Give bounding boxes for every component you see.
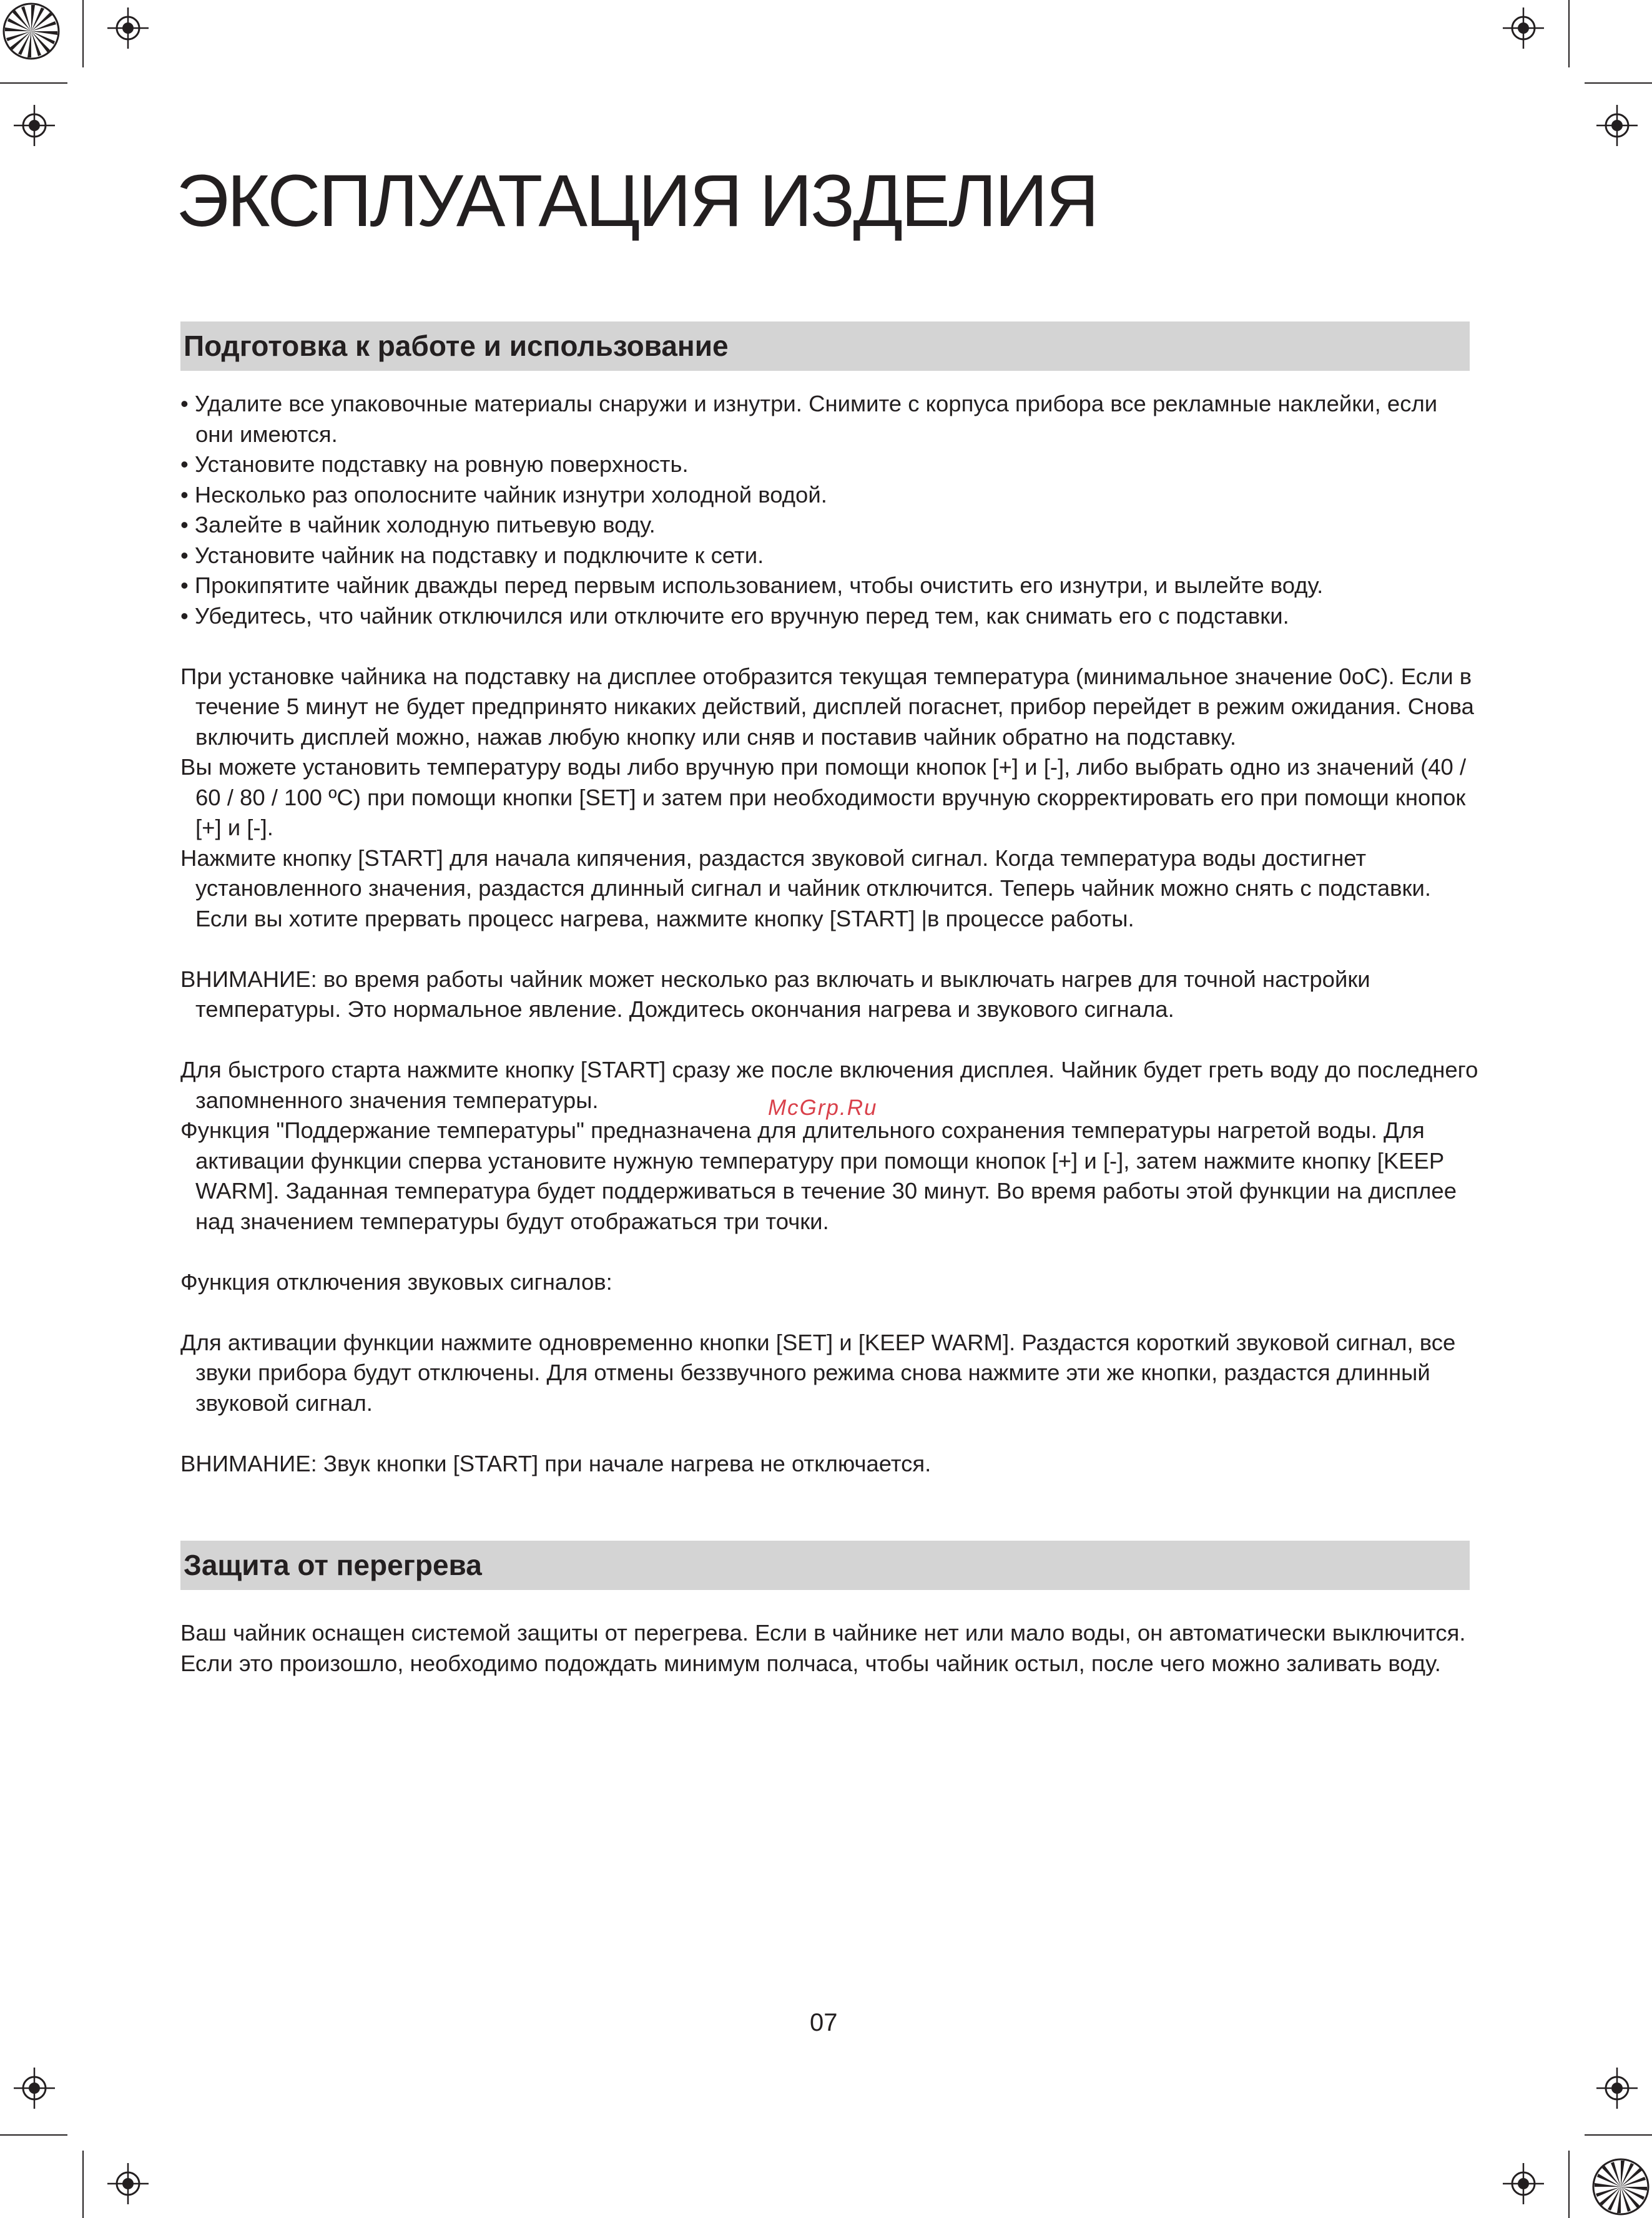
- registration-mark-icon: [1503, 7, 1544, 49]
- registration-mark-icon: [1596, 105, 1638, 146]
- paragraph: Для активации функции нажмите одновременно кнопки [SET] и [KEEP WARM]. Раздастся короткий звуковой сигнал, все звуки прибора будут отключены. Для отмены беззвучного режима снова нажмите эти же кнопки, раздастся длинный звуковой сигнал.: [180, 1329, 1456, 1416]
- starburst-mark-icon: [1590, 2156, 1652, 2218]
- registration-mark-icon: [1596, 2068, 1638, 2109]
- section-heading-bar: [180, 1541, 1470, 1590]
- trim-line: [82, 2151, 84, 2218]
- warning-paragraph: ВНИМАНИЕ: во время работы чайник может несколько раз включать и выключать нагрев для точной настройки температуры. Это нормальное явление. Дождитесь окончания нагрева и звукового сигнала.: [180, 966, 1370, 1022]
- section-heading-bar: [180, 321, 1470, 371]
- paragraph: При установке чайника на подставку на дисплее отобразится текущая температура (минимальное значение 0oC). Если в течение 5 минут не будет предпринято никаких действий, дисплей погаснет, прибор перейдет в режим ожидания. Снова включить дисплей можно, нажав любую кнопку или сняв и поставив чайник обратно на подставку.: [180, 663, 1474, 750]
- list-item: • Залейте в чайник холодную питьевую воду.: [180, 512, 656, 537]
- trim-line: [82, 0, 84, 67]
- paragraph: Функция "Поддержание температуры" предназначена для длительного сохранения температуры нагретой воды. Для активации функции сперва установите нужную температуру при помощи кнопок [+] и [-], затем нажмите кнопку [KEEP WARM]. Заданная температура будет поддерживаться в течение 30 минут. Во время работы этой функции на дисплее над значением температуры будут отображаться три точки.: [180, 1117, 1457, 1234]
- page-number: 07: [810, 2009, 838, 2036]
- list-item: • Удалите все упаковочные материалы снаружи и изнутри. Снимите с корпуса прибора все рекламные наклейки, если они имеются.: [180, 391, 1438, 447]
- list-item: • Установите чайник на подставку и подключите к сети.: [180, 542, 764, 568]
- trim-line: [0, 82, 67, 84]
- paragraph: Для быстрого старта нажмите кнопку [START] сразу же после включения дисплея. Чайник будет греть воду до последнего запомненного значения температуры.: [180, 1057, 1478, 1113]
- registration-mark-icon: [1503, 2163, 1544, 2204]
- registration-mark-icon: [107, 7, 149, 49]
- paragraph: Функция отключения звуковых сигналов:: [180, 1268, 612, 1295]
- section-heading: Защита от перегрева: [184, 1549, 482, 1581]
- watermark: McGrp.Ru: [768, 1096, 878, 1120]
- trim-line: [1568, 0, 1570, 67]
- registration-mark-icon: [14, 2068, 55, 2109]
- warning-paragraph: ВНИМАНИЕ: Звук кнопки [START] при начале нагрева не отключается.: [180, 1450, 932, 1476]
- trim-line: [1568, 2151, 1570, 2218]
- starburst-mark-icon: [0, 0, 62, 62]
- list-item: • Несколько раз ополосните чайник изнутри холодной водой.: [180, 481, 827, 508]
- registration-mark-icon: [107, 2163, 149, 2204]
- section-heading: Подготовка к работе и использование: [184, 330, 729, 362]
- list-item: • Установите подставку на ровную поверхность.: [180, 451, 689, 477]
- trim-line: [1585, 82, 1652, 84]
- trim-line: [1585, 2134, 1652, 2136]
- section-body: [180, 389, 1479, 1479]
- paragraph: Вы можете установить температуру воды либо вручную при помощи кнопок [+] и [-], либо выбрать одно из значений (40 / 60 / 80 / 100 ºС) при помощи кнопки [SET] и затем при необходимости вручную скорректировать его при помощи кнопок [+] и [-].: [180, 754, 1467, 840]
- paragraph: Нажмите кнопку [START] для начала кипячения, раздастся звуковой сигнал. Когда температура воды достигнет установленного значения, раздастся длинный сигнал и чайник отключится. Теперь чайник можно снять с подставки. Если вы хотите прервать процесс нагрева, нажмите кнопку [START] |в процессе работы.: [180, 845, 1432, 931]
- list-item: • Прокипятите чайник дважды перед первым использованием, чтобы очистить его изнутри, и вылейте воду.: [180, 572, 1324, 598]
- registration-mark-icon: [14, 105, 55, 146]
- section-body: [180, 1618, 1479, 1679]
- page-title: ЭКСПЛУАТАЦИЯ ИЗДЕЛИЯ: [176, 160, 1098, 242]
- paragraph: Ваш чайник оснащен системой защиты от перегрева. Если в чайнике нет или мало воды, он автоматически выключится. Если это произошло, необходимо подождать минимум полчаса, чтобы чайник остыл, после чего можно заливать воду.: [180, 1620, 1466, 1676]
- list-item: • Убедитесь, что чайник отключился или отключите его вручную перед тем, как снимать его с подставки.: [180, 602, 1289, 629]
- trim-line: [0, 2134, 67, 2136]
